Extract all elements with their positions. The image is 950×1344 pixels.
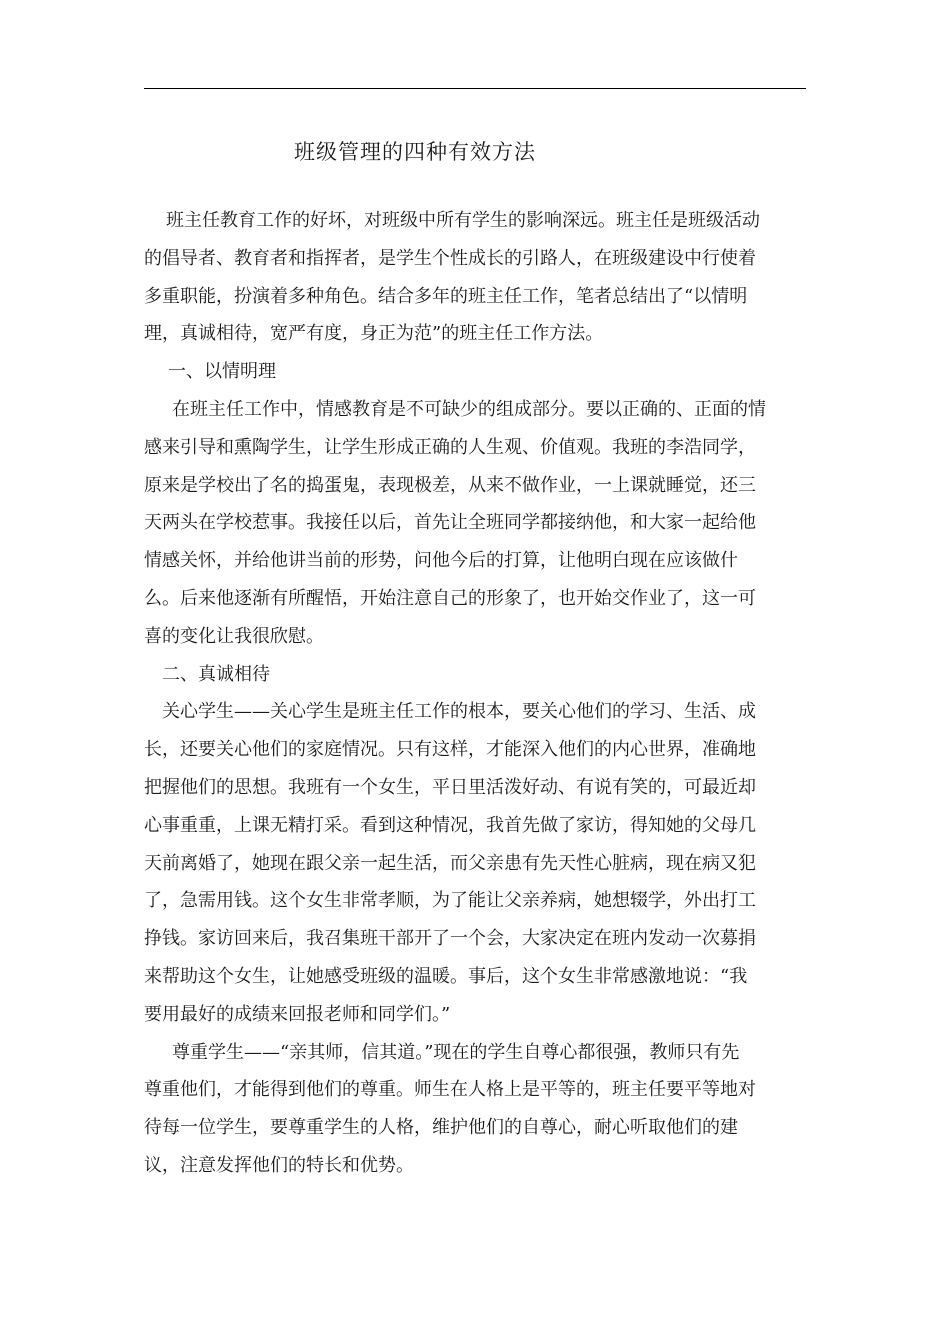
paragraph-line: 理，真诚相待，宽严有度，身正为范”的班主任工作方法。 (144, 323, 604, 345)
header-rule (144, 88, 806, 89)
paragraph-line: 了，急需用钱。这个女生非常孝顺，为了能让父亲养病，她想辍学，外出打工 (144, 890, 756, 912)
paragraph-line: 天前离婚了，她现在跟父亲一起生活，而父亲患有先天性心脏病，现在病又犯 (144, 852, 756, 874)
paragraph-line: 来帮助这个女生，让她感受班级的温暖。事后，这个女生非常感激地说：“我 (144, 965, 748, 987)
paragraph-line: 情感关怀，并给他讲当前的形势，问他今后的打算，让他明白现在应该做什 (144, 550, 738, 572)
paragraph-line: 尊重学生——“亲其师，信其道。”现在的学生自尊心都很强，教师只有先 (172, 1041, 740, 1063)
paragraph-line: 挣钱。家访回来后，我召集班干部开了一个会，大家决定在班内发动一次募捐 (144, 928, 756, 950)
body-paragraph (144, 391, 806, 656)
paragraph-line: 班主任教育工作的好坏，对班级中所有学生的影响深远。班主任是班级活动 (166, 210, 760, 231)
document-body (144, 202, 806, 1185)
section-heading: 二、真诚相待 (162, 663, 270, 685)
paragraph-line: 议，注意发挥他们的特长和优势。 (144, 1154, 414, 1176)
paragraph-line: 长，还要关心他们的家庭情况。只有这样，才能深入他们的内心世界，准确地 (144, 739, 756, 761)
paragraph-line: 待每一位学生，要尊重学生的人格，维护他们的自尊心，耐心听取他们的建 (144, 1117, 738, 1139)
body-paragraph (144, 202, 806, 353)
paragraph-line: 多重职能，扮演着多种角色。结合多年的班主任工作，笔者总结出了“以情明 (144, 285, 748, 307)
paragraph-line: 把握他们的思想。我班有一个女生，平日里活泼好动、有说有笑的，可最近却 (144, 776, 756, 798)
document-title: 班级管理的四种有效方法 (294, 140, 536, 164)
paragraph-line: 么。后来他逐渐有所醒悟，开始注意自己的形象了，也开始交作业了，这一可 (144, 587, 756, 609)
paragraph-line: 原来是学校出了名的捣蛋鬼，表现极差，从来不做作业，一上课就睡觉，还三 (144, 474, 756, 496)
paragraph-line: 心事重重，上课无精打采。看到这种情况，我首先做了家访，得知她的父母几 (144, 814, 756, 836)
paragraph-line: 尊重他们，才能得到他们的尊重。师生在人格上是平等的，班主任要平等地对 (144, 1079, 756, 1101)
paragraph-line: 感来引导和熏陶学生，让学生形成正确的人生观、价值观。我班的李浩同学， (144, 436, 756, 458)
section-heading: 一、以情明理 (168, 361, 276, 383)
body-paragraph (144, 1034, 806, 1185)
paragraph-line: 天两头在学校惹事。我接任以后，首先让全班同学都接纳他，和大家一起给他 (144, 512, 756, 534)
body-paragraph (144, 693, 806, 1033)
paragraph-line: 的倡导者、教育者和指挥者，是学生个性成长的引路人，在班级建设中行使着 (144, 247, 756, 269)
paragraph-line: 要用最好的成绩来回报老师和同学们。” (144, 1003, 451, 1025)
paragraph-line: 在班主任工作中，情感教育是不可缺少的组成部分。要以正确的、正面的情 (172, 398, 766, 420)
paragraph-line: 关心学生——关心学生是班主任工作的根本，要关心他们的学习、生活、成 (162, 701, 756, 723)
paragraph-line: 喜的变化让我很欣慰。 (144, 625, 324, 647)
